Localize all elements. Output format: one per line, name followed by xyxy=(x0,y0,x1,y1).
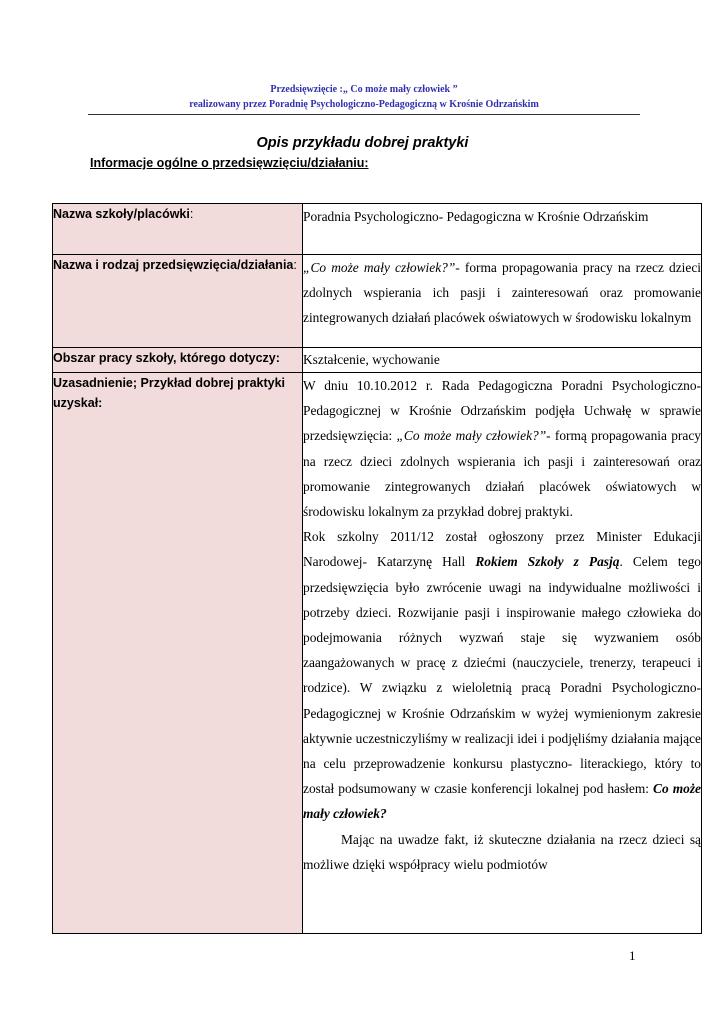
document-header xyxy=(88,82,640,112)
paragraph-text: W dniu 10.10.2012 r. Rada Pedagogiczna Poradni Psychologiczno- Pedagogicznej w Krośnie Odrzańskim podjęła Uchwałę w sprawie przedsięwzięcia: xyxy=(303,378,701,444)
justification-paragraph-2 xyxy=(303,524,701,826)
conference-motto: Co może mały człowiek? xyxy=(303,781,701,822)
header-line-1: Przedsięwzięcie :„ Co może mały człowiek ” xyxy=(270,84,458,95)
row-label-project xyxy=(53,255,303,348)
page-title: Opis przykładu dobrej praktyki xyxy=(256,135,469,151)
justification-paragraph-3 xyxy=(303,827,701,877)
row-label-school xyxy=(53,204,303,255)
row-value-justification xyxy=(303,373,702,934)
paragraph-text: Mając na uwadze fakt, iż skuteczne działania na rzecz dzieci są możliwe dzięki współpracy wielu podmiotów xyxy=(303,831,701,872)
row-value-project xyxy=(303,255,702,348)
paragraph-text: Rok szkolny 2011/12 został ogłoszony przez Minister Edukacji Narodowej- Katarzynę Hall xyxy=(303,529,701,570)
paragraph-text: . Celem tego przedsięwzięcia było zwrócenie uwagi na indywidualne możliwości i potrzeby dzieci. Rozwijanie pasji i inspirowanie małego człowieka do podejmowania różnych wyzwań staje się wyzwaniem osób zaangażowanych w pracę z dziećmi (nauczyciele, trenerzy, terapeuci i rodzice). W związku z wieloletnią pracą Poradni Psychologiczno- Pedagogicznej w Krośnie Odrzańskim w wyżej wymienionym zakresie aktywnie uczestniczyliśmy w realizacji idei i podjęliśmy działania mające na celu przeprowadzenie konkursu plastyczno- literackiego, który to został podsumowany w czasie konferencji lokalnej pod hasłem: xyxy=(303,554,701,797)
project-name: „Co może mały człowiek?” xyxy=(303,260,456,275)
table-row xyxy=(53,255,702,348)
area-value: Kształcenie, wychowanie xyxy=(303,352,440,367)
row-value-school xyxy=(303,204,702,255)
table-row xyxy=(53,373,702,934)
project-description: - forma propagowania pracy na rzecz dzieci zdolnych wspierania ich pasji i zainteresowań oraz promowanie zintegrowanych działań placówek oświatowych w środowisku lokalnym xyxy=(303,260,701,326)
table-row xyxy=(53,348,702,373)
row-label-text: Nazwa i rodzaj przedsięwzięcia/działania xyxy=(53,258,294,272)
year-motto: Rokiem Szkoły z Pasją xyxy=(475,554,620,570)
page-number: 1 xyxy=(629,948,636,963)
row-value-area xyxy=(303,348,702,373)
header-line-2: realizowany przez Poradnię Psychologiczno-Pedagogiczną w Krośnie Odrzańskim xyxy=(189,99,539,110)
info-table xyxy=(52,203,702,934)
row-label-area xyxy=(53,348,303,373)
header-divider xyxy=(88,114,640,115)
row-label-colon: : xyxy=(293,258,297,272)
section-subtitle: Informacje ogólne o przedsięwzięciu/działaniu: xyxy=(90,156,369,170)
row-label-text: Uzasadnienie; Przykład dobrej praktyki uzyskał: xyxy=(53,376,286,410)
project-name-inline: „Co może mały człowiek?” xyxy=(396,428,547,444)
row-label-text: Obszar pracy szkoły, którego dotyczy: xyxy=(53,351,280,365)
school-name: Poradnia Psychologiczno- Pedagogiczna w Krośnie Odrzańskim xyxy=(303,209,649,224)
row-label-justification xyxy=(53,373,303,934)
paragraph-text: - formą propagowania pracy na rzecz dzieci zdolnych wspierania ich pasji i zainteresowań oraz promowanie zintegrowanych działań placówek oświatowych w środowisku lokalnym za przykład dobrej praktyki. xyxy=(303,428,701,520)
row-label-text: Nazwa szkoły/placówki xyxy=(53,207,190,221)
row-label-colon: : xyxy=(189,207,194,221)
justification-paragraph-1 xyxy=(303,373,701,524)
table-row xyxy=(53,204,702,255)
